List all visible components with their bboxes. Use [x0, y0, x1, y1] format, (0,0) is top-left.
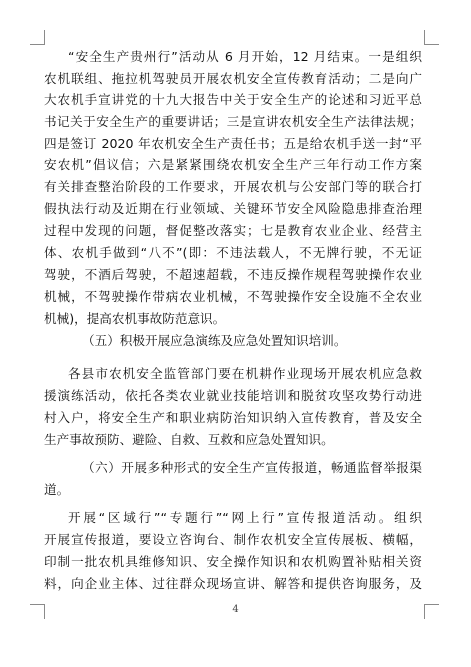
crop-mark-top-right [424, 30, 439, 45]
text-line: 料，向企业主体、过往群众现场宣讲、解答和提供咨询服务，及 [44, 576, 422, 591]
text-line: 各县市农机安全监管部门要在机耕作业现场开展农机应急救 [68, 366, 422, 381]
page-number: 4 [232, 604, 239, 615]
text-line: 四是签订 2020 年农机安全生产责任书；五是给农机手送一封“平 [44, 136, 422, 151]
text-line: 援演练活动，依托各类农业就业技能培训和脱贫攻坚攻势行动进 [44, 388, 422, 403]
text-line: 体、农机手做到“八不”(即：不违法载人，不无牌行驶，不无证 [44, 245, 422, 260]
text-line: 开展宣传报道，要设立咨询台、制作农机安全宣传展板、横幅， [44, 532, 422, 547]
text-line: 村入户，将安全生产和职业病防治知识纳入宣传教育，普及安全 [44, 410, 422, 425]
text-line: 有关排查整治阶段的工作要求，开展农机与公安部门等的联合打 [44, 179, 422, 194]
text-line: 驾驶，不酒后驾驶，不超速超载，不违反操作规程驾驶操作农业 [44, 267, 422, 282]
text-line: 安农机”倡议信；六是紧紧围绕农机安全生产三年行动工作方案 [44, 157, 422, 172]
text-line: 假执法行动及近期在行业领域、关键环节安全风险隐患排查治理 [44, 201, 422, 216]
section-heading: （五）积极开展应急演练及应急处置知识培训。 [82, 333, 347, 348]
text-line: 开展“区域行”“专题行”“网上行”宣传报道活动。组织 [68, 510, 422, 525]
text-line: 书记关于安全生产的重要讲话；三是宣讲农机安全生产法律法规； [44, 114, 422, 129]
text-line: 过程中发现的问题，督促整改落实；七是教育农业企业、经营主 [44, 223, 422, 238]
text-line: 农机联组、拖拉机驾驶员开展农机安全宣传教育活动；二是向广 [44, 71, 422, 86]
section-heading-cont: 道。 [44, 482, 70, 497]
text-line: “安全生产贵州行”活动从 6 月开始，12 月结束。一是组织 [68, 49, 422, 64]
section-heading: （六）开展多种形式的安全生产宣传报道，畅通监督举报渠 [82, 460, 422, 475]
crop-mark-top-left [30, 30, 45, 45]
text-line: 机械，不驾驶操作带病农业机械，不驾驶操作安全设施不全农业 [44, 289, 422, 304]
text-line: 印制一批农机具维修知识、安全操作知识和农机购置补贴相关资 [44, 554, 422, 569]
text-line: 生产事故预防、避险、自救、互救和应急处置知识。 [44, 432, 334, 447]
text-line: 大农机手宣讲党的十九大报告中关于安全生产的论述和习近平总 [44, 92, 422, 107]
text-line: 机械)，提高农机事故防范意识。 [44, 311, 226, 326]
